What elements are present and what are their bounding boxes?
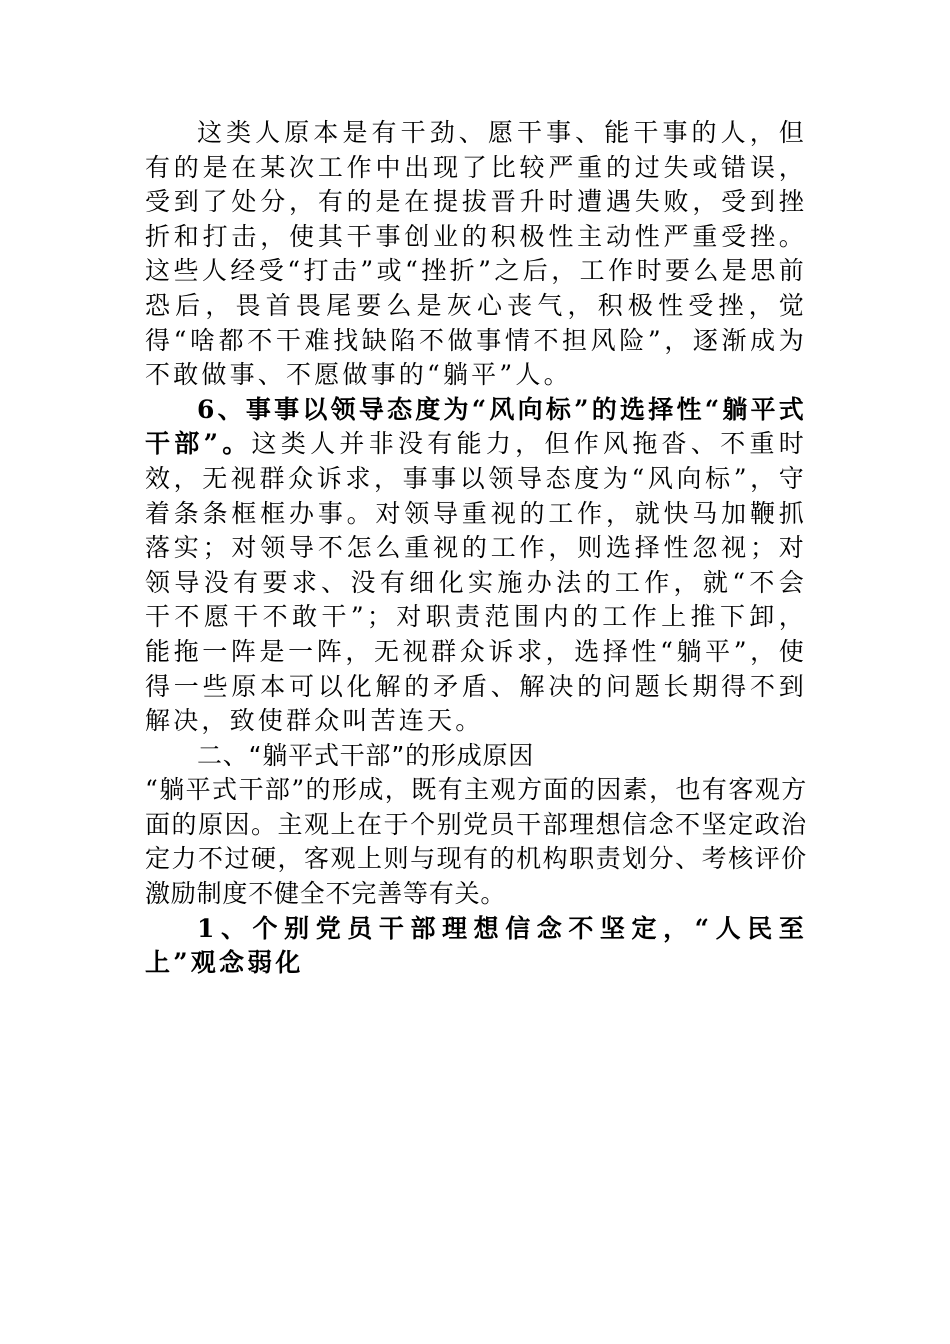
paragraph-description: 这类人原本是有干劲、愿干事、能干事的人，但有的是在某次工作中出现了比较严重的过失或错误，受到了处分，有的是在提拔晋升时遭遇失败，受到挫折和打击，使其干事创业的积极性主动性严重受挫。这些人经受“打击”或“挫折”之后，工作时要么是思前恐后，畏首畏尾要么是灰心丧气，积极性受挫，觉得“啥都不干难找缺陷不做事情不担风险”，逐渐成为不敢做事、不愿做事的“躺平”人。	[145, 118, 807, 390]
document-page	[145, 116, 807, 981]
type-6-body: 这类人并非没有能力，但作风拖沓、不重时效，无视群众诉求，事事以领导态度为“风向标”，守着条条框框办事。对领导重视的工作，就快马加鞭抓落实；对领导不怎么重视的工作，则选择性忽视；对领导没有要求、没有细化实施办法的工作，就“不会干不愿干不敢干”；对职责范围内的工作上推下卸，能拖一阵是一阵，无视群众诉求，选择性“躺平”，使得一些原本可以化解的矛盾、解决的问题长期得不到解决，致使群众叫苦连天。	[145, 429, 807, 736]
section-heading: 二、“躺平式干部”的形成原因	[197, 740, 535, 770]
paragraph-type-6	[145, 393, 807, 739]
subheading-cause-1: 1、个别党员干部理想信念不坚定，“人民至上”观念弱化	[145, 913, 807, 978]
type-6-heading: 6、事事以领导态度为“风向标”的选择性“躺平式干部”。	[145, 394, 807, 459]
paragraph-causes-intro: “躺平式干部”的形成，既有主观方面的因素，也有客观方面的原因。主观上在于个别党员干部理想信念不坚定政治定力不过硬，客观上则与现有的机构职责划分、考核评价激励制度不健全不完善等有关。	[145, 775, 807, 909]
